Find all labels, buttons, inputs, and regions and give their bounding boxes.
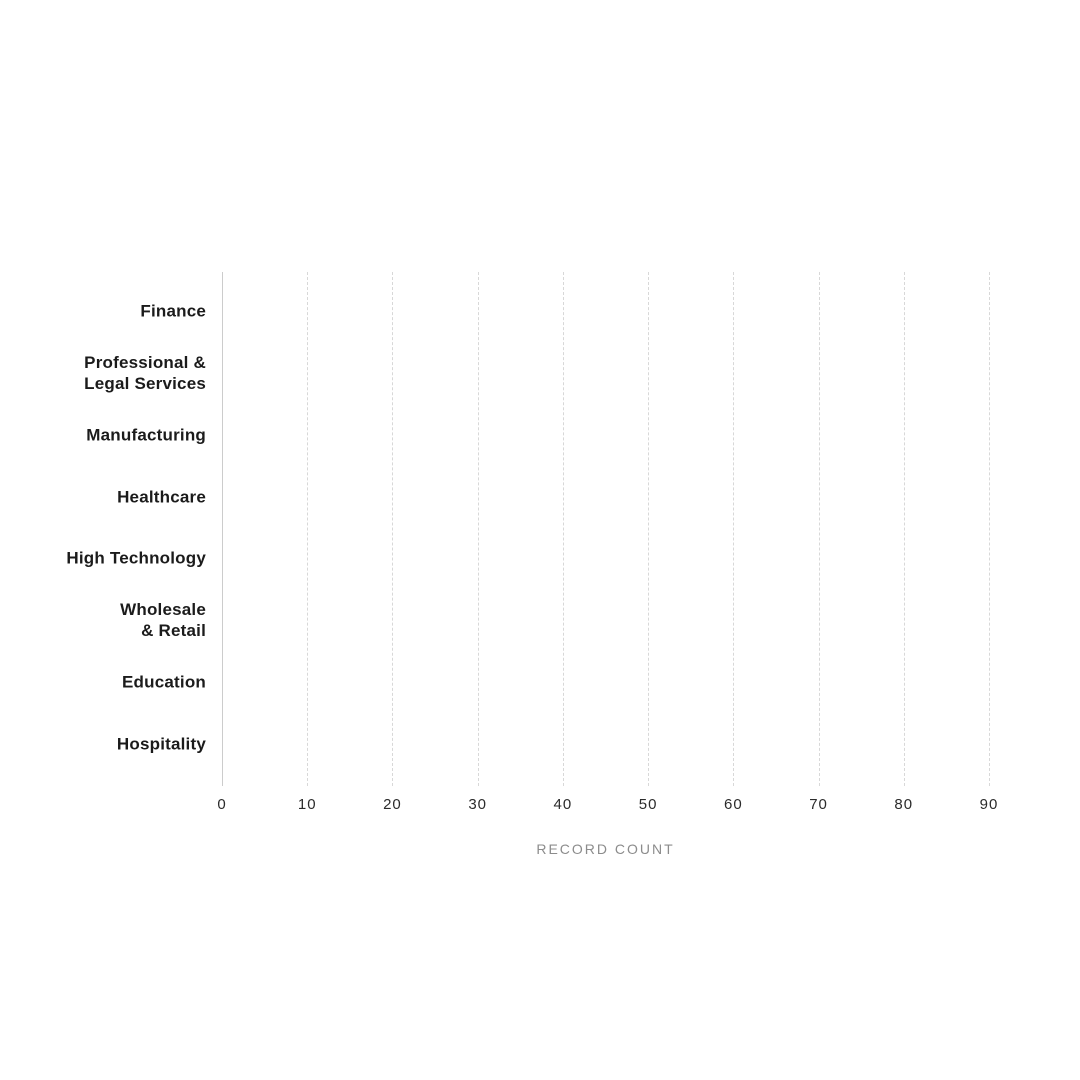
x-axis-zero-line [222,272,223,786]
x-tick-label-40: 40 [553,796,573,813]
gridline-x-40 [563,272,564,786]
x-axis-title: RECORD COUNT [536,841,675,857]
category-label-hospitality: Hospitality [116,734,206,754]
plot-area [222,272,989,786]
category-label-manufacturing: Manufacturing [86,425,206,445]
gridline-x-80 [904,272,905,786]
x-tick-label-60: 60 [723,796,743,813]
gridline-x-70 [819,272,820,786]
category-label-finance: Finance [140,301,206,321]
category-label-professional-legal-services: Professional & Legal Services [84,352,206,393]
category-label-healthcare: Healthcare [117,487,206,507]
category-label-wholesale-retail: Wholesale & Retail [120,600,206,641]
y-axis-category-labels [0,272,206,786]
x-tick-label-10: 10 [297,796,317,813]
gridline-x-90 [989,272,990,786]
gridline-x-50 [648,272,649,786]
gridline-x-10 [307,272,308,786]
x-tick-label-30: 30 [468,796,487,813]
x-tick-label-0: 0 [217,796,227,813]
gridline-x-20 [392,272,393,786]
x-axis-tick-labels [217,796,999,814]
gridline-x-60 [733,272,734,786]
x-tick-label-70: 70 [809,796,828,813]
x-tick-label-20: 20 [383,796,402,813]
x-tick-label-80: 80 [894,796,914,813]
gridline-x-30 [478,272,479,786]
x-tick-label-90: 90 [979,796,999,813]
category-label-high-technology: High Technology [66,548,206,568]
category-label-education: Education [122,672,206,692]
x-tick-label-50: 50 [638,796,658,813]
